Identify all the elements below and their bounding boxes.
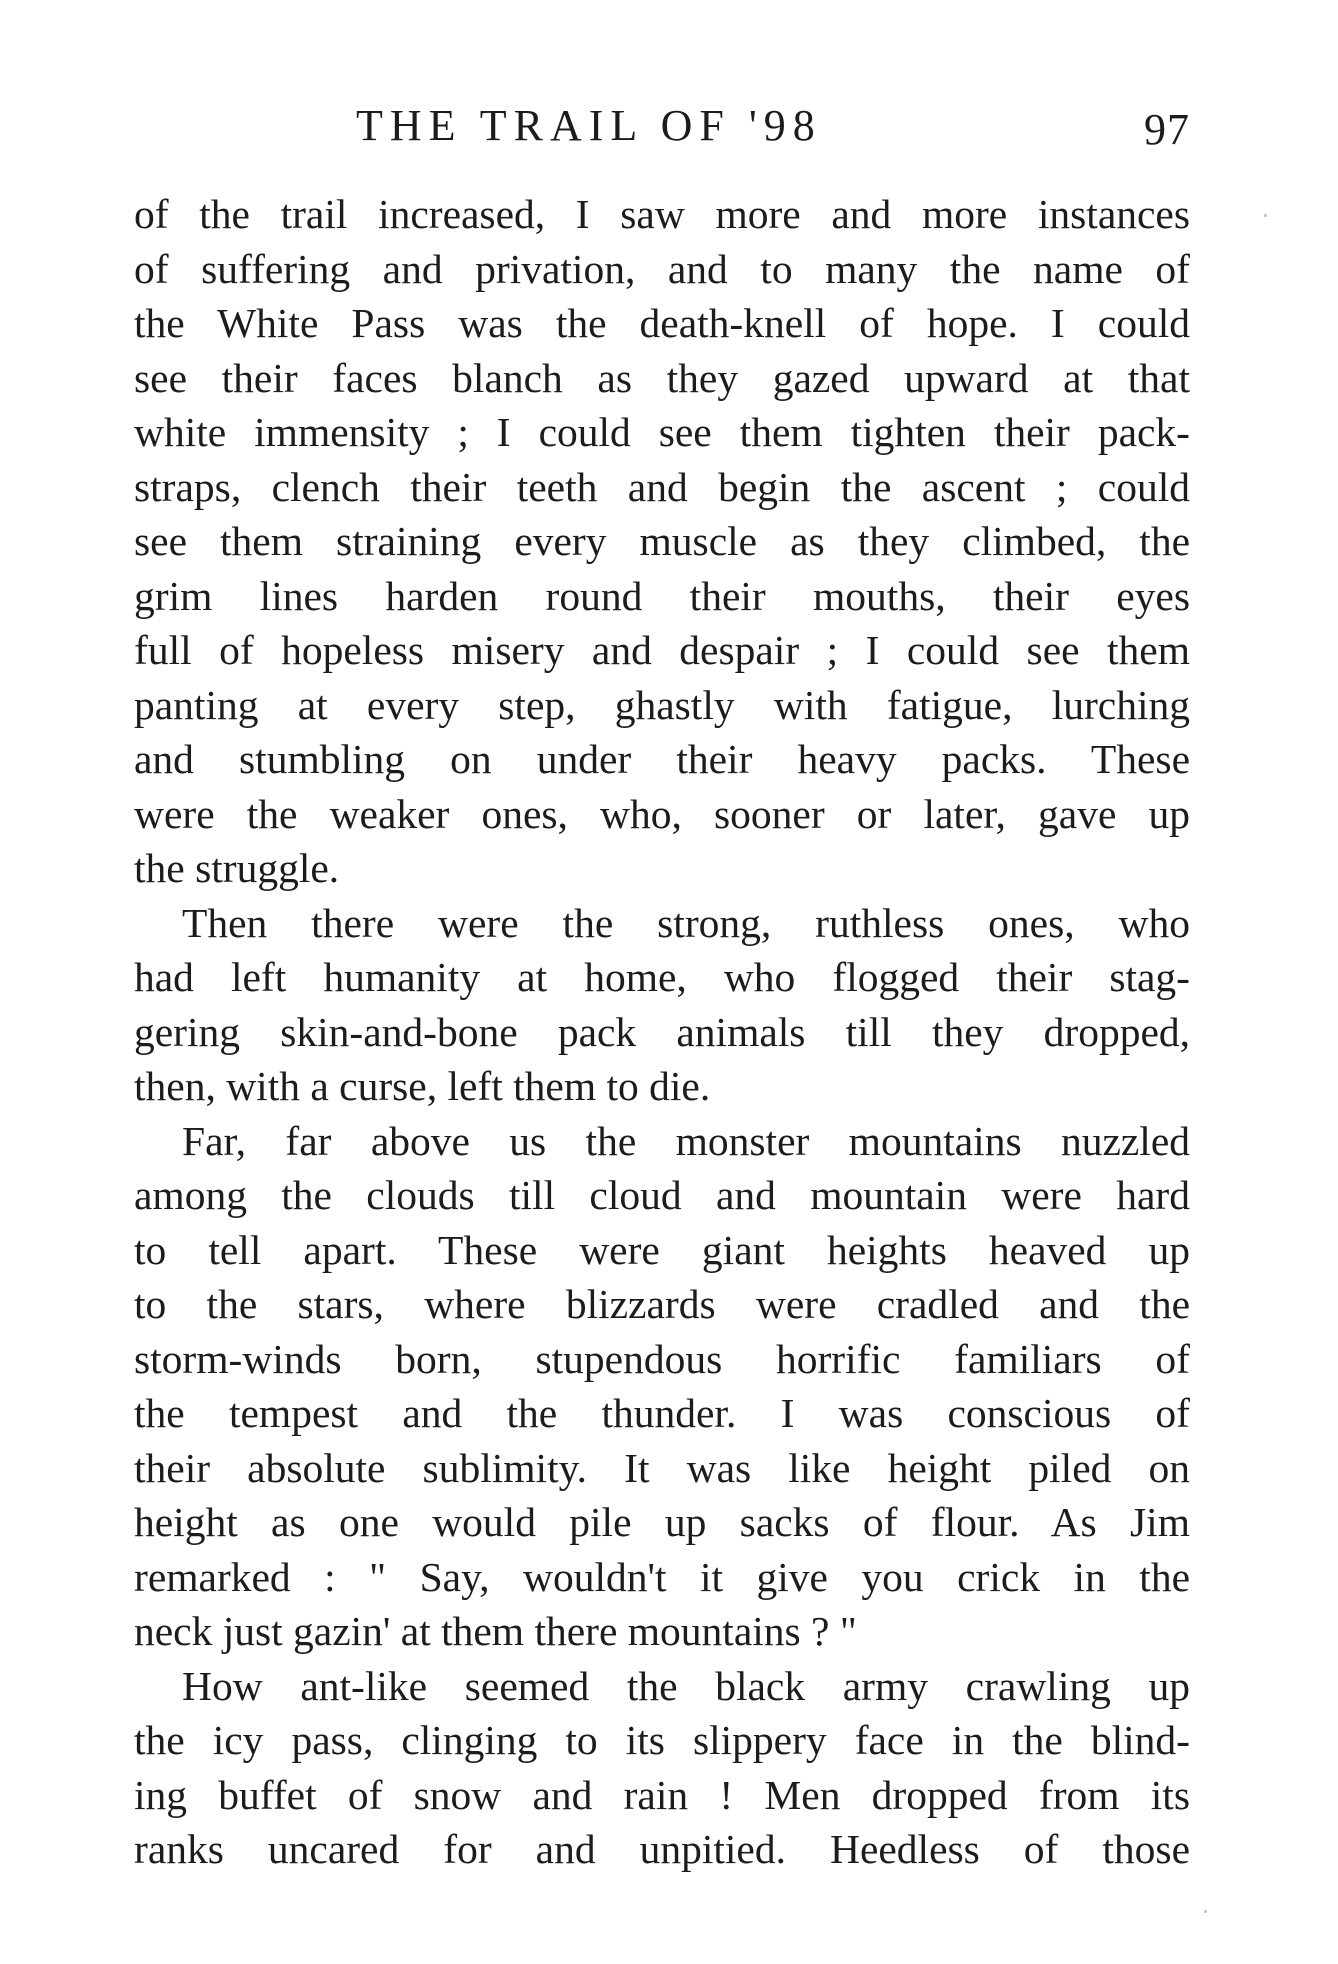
text-line: storm-winds born, stupendous horrific familiars of — [134, 1335, 1190, 1382]
text-line: see them straining every muscle as they climbed, the — [134, 518, 1190, 564]
body-text — [134, 187, 1190, 1877]
text-line: grim lines harden round their mouths, their eyes — [134, 572, 1190, 619]
running-head — [134, 96, 1190, 156]
text-line: panting at every step, ghastly with fatigue, lurching — [134, 681, 1190, 728]
text-line: ing buffet of snow and rain ! Men dropped from its — [134, 1771, 1190, 1818]
text-line: to the stars, where blizzards were cradled and the — [134, 1281, 1190, 1327]
text-line: the White Pass was the death-knell of hope. I could — [134, 300, 1190, 346]
scan-speck — [1204, 1910, 1207, 1913]
text-line: were the weaker ones, who, sooner or later, gave up — [134, 790, 1190, 837]
scan-speck — [1264, 214, 1267, 217]
text-line: straps, clench their teeth and begin the ascent ; could — [134, 463, 1190, 510]
text-line: the icy pass, clinging to its slippery face in the blind- — [134, 1717, 1190, 1763]
page-number: 97 — [1144, 105, 1190, 154]
text-line: then, with a curse, left them to die. — [134, 1063, 711, 1109]
running-title: THE TRAIL OF '98 — [356, 101, 822, 150]
text-line: Then there were the strong, ruthless ones, who — [182, 899, 1190, 946]
text-line: see their faces blanch as they gazed upward at that — [134, 354, 1190, 401]
text-line: height as one would pile up sacks of flour. As Jim — [134, 1499, 1190, 1545]
text-line: their absolute sublimity. It was like height piled on — [134, 1444, 1190, 1491]
text-line: had left humanity at home, who flogged their stag- — [134, 954, 1190, 1000]
text-line: of the trail increased, I saw more and more instances — [134, 191, 1190, 237]
text-line: neck just gazin' at them there mountains ? " — [134, 1608, 857, 1654]
text-line: white immensity ; I could see them tighten their pack- — [134, 409, 1190, 455]
text-line: full of hopeless misery and despair ; I could see them — [134, 627, 1190, 673]
text-line: the tempest and the thunder. I was conscious of — [134, 1390, 1190, 1436]
text-line: of suffering and privation, and to many the name of — [134, 245, 1190, 292]
text-line: the struggle. — [134, 845, 340, 891]
text-line: gering skin-and-bone pack animals till they dropped, — [134, 1008, 1190, 1055]
text-line: Far, far above us the monster mountains nuzzled — [182, 1117, 1190, 1164]
text-line: among the clouds till cloud and mountain were hard — [134, 1172, 1190, 1218]
text-line: How ant-like seemed the black army crawling up — [182, 1662, 1190, 1709]
text-line: remarked : " Say, wouldn't it give you crick in the — [134, 1553, 1190, 1600]
text-line: ranks uncared for and unpitied. Heedless of those — [134, 1826, 1190, 1872]
text-line: and stumbling on under their heavy packs. These — [134, 736, 1190, 782]
text-line: to tell apart. These were giant heights heaved up — [134, 1226, 1190, 1273]
